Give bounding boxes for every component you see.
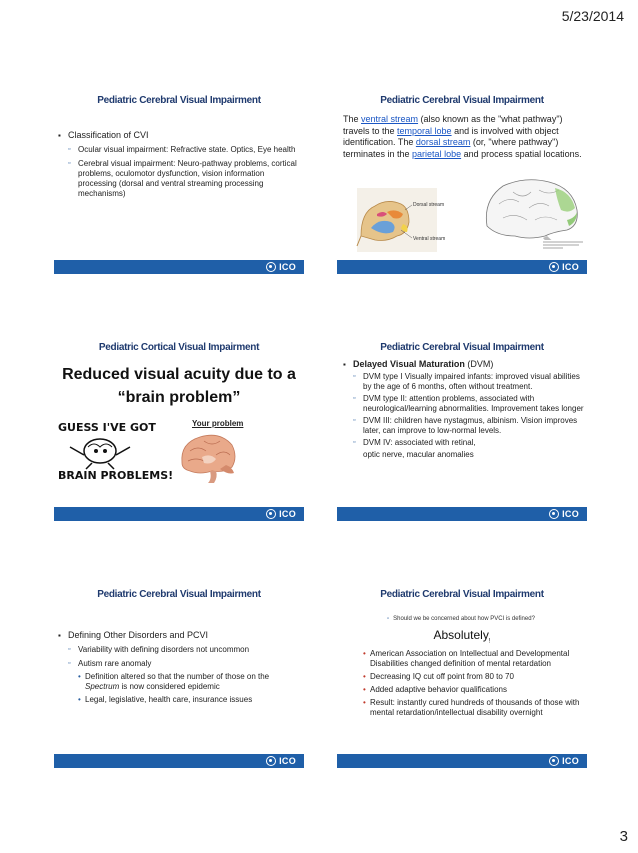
logo-text: ICO	[562, 262, 579, 272]
slide-3	[54, 331, 304, 521]
bullet: ▪ Defining Other Disorders and PCVI	[58, 630, 300, 641]
logo-mark-icon	[266, 509, 276, 519]
mark: !	[488, 638, 491, 645]
sub-bullet: ▫ Ocular visual impairment: Refractive state. Optics, Eye health	[68, 145, 298, 155]
page-number: 3	[619, 828, 628, 845]
sub-sub-bullet	[78, 672, 300, 692]
slide-title: Pediatric Cerebral Visual Impairment	[380, 342, 544, 353]
headline	[54, 363, 304, 409]
temporal-lobe-link[interactable]: temporal lobe	[397, 125, 452, 136]
headline-line-2: “brain problem”	[117, 389, 241, 406]
text: is now considered epidemic	[119, 682, 220, 691]
ico-logo	[549, 509, 579, 519]
sub-bullet: ▫ DVM type I Visually impaired infants: improved visual abilities by the age of 6 months, often without treatment.	[353, 372, 585, 392]
slide-footer	[54, 754, 304, 768]
slide-footer	[54, 507, 304, 521]
list-item: • Result: instantly cured hundreds of thousands of those with mental retardation/intellectual disability overnight	[363, 698, 585, 718]
slide-body	[58, 130, 298, 199]
text: Definition altered so that the number of those on the	[85, 672, 270, 681]
sub-bullet: ▫ Variability with defining disorders not uncommon	[68, 645, 300, 655]
sub-bullet: ▫ Autism rare anomaly	[68, 659, 300, 669]
dorsal-label: Dorsal stream	[413, 202, 445, 208]
ventral-stream-link[interactable]: ventral stream	[361, 114, 419, 124]
bullet: ▪ Classification of CVI	[58, 130, 298, 141]
sub-sub-bullet: • Legal, legislative, health care, insurance issues	[78, 695, 300, 705]
dorsal-ventral-brain-figure	[357, 188, 446, 252]
sub-bullet: ▫ DVM III: children have nystagmus, albinism. Vision improves later, can improve to low-normal levels.	[353, 416, 585, 436]
logo-mark-icon	[266, 262, 276, 272]
question-text: ▫ Should we be concerned about how PVCI is defined?	[387, 616, 535, 622]
logo-text: ICO	[279, 262, 296, 272]
slide-footer	[337, 754, 587, 768]
slide-footer	[54, 260, 304, 274]
emphasis: Spectrum	[85, 682, 120, 691]
lateral-brain-diagram	[479, 174, 585, 252]
list-item: • Decreasing IQ cut off point from 80 to 70	[363, 672, 585, 682]
text: and process spatial locations.	[461, 148, 582, 159]
sub-bullet: ▫ DVM IV: associated with retinal,	[353, 438, 585, 448]
cartoon-caption-1: GUESS I'VE GOT	[58, 421, 156, 434]
your-problem-label: Your problem	[192, 419, 244, 428]
slide-2	[337, 84, 587, 274]
sub-bullet: ▫ DVM type II: attention problems, associated with neurological/learning abnormalities. Improvement takes longer	[353, 394, 585, 414]
bullet-bold: Delayed Visual Maturation	[353, 359, 465, 369]
stream-paragraph	[343, 114, 585, 160]
dorsal-stream-link[interactable]: dorsal stream	[415, 137, 471, 147]
slide-title: Pediatric Cortical Visual Impairment	[98, 342, 260, 353]
ico-logo	[549, 262, 579, 272]
slide-6	[337, 578, 587, 768]
slide-title: Pediatric Cerebral Visual Impairment	[380, 95, 544, 106]
brain-cross-section-image	[176, 429, 240, 485]
bullet	[343, 359, 585, 370]
slide-1	[54, 84, 304, 274]
text: (or, "where pathway") terminates in the	[343, 137, 559, 159]
ico-logo	[266, 756, 296, 766]
parietal-lobe-link[interactable]: parietal lobe	[412, 148, 462, 159]
logo-text: ICO	[279, 756, 296, 766]
list-item: • Added adaptive behavior qualifications	[363, 685, 585, 695]
text: Absolutely	[433, 628, 489, 642]
brain-problems-cartoon	[58, 417, 174, 483]
slide-body	[341, 646, 585, 718]
slide-5	[54, 578, 304, 768]
slide-body	[58, 630, 300, 705]
sub-bullet: ▫ Cerebral visual impairment: Neuro-pathway problems, cortical problems, oculomotor dysfunction, vision information processing (dorsal and ventral streaming processing mechanisms)	[68, 159, 298, 199]
logo-mark-icon	[549, 509, 559, 519]
slide-title: Pediatric Cerebral Visual Impairment	[97, 589, 261, 600]
logo-text: ICO	[279, 509, 296, 519]
continuation-line: optic nerve, macular anomalies	[363, 450, 474, 459]
bullet-rest: (DVM)	[464, 359, 494, 369]
logo-mark-icon	[549, 262, 559, 272]
list-item: • American Association on Intellectual and Developmental Disabilities changed definition of mental retardation	[363, 649, 585, 669]
slide-title: Pediatric Cerebral Visual Impairment	[380, 589, 544, 600]
logo-mark-icon	[266, 756, 276, 766]
ico-logo	[266, 509, 296, 519]
slide-footer	[337, 260, 587, 274]
logo-text: ICO	[562, 756, 579, 766]
page-date: 5/23/2014	[561, 8, 624, 24]
headline-line-1: Reduced visual acuity due to a	[62, 366, 296, 383]
logo-mark-icon	[549, 756, 559, 766]
ventral-label: Ventral stream	[413, 236, 446, 242]
cartoon-caption-2: BRAIN PROBLEMS!	[58, 469, 174, 482]
slide-title: Pediatric Cerebral Visual Impairment	[97, 95, 261, 106]
ico-logo	[549, 756, 579, 766]
absolutely-heading	[337, 628, 587, 644]
text: (also known as the "what pathway") travels to the	[343, 114, 563, 136]
slide-4	[337, 331, 587, 521]
slide-footer	[337, 507, 587, 521]
ico-logo	[266, 262, 296, 272]
logo-text: ICO	[562, 509, 579, 519]
slide-body	[343, 359, 585, 460]
text: and is involved with object identification. The	[343, 125, 559, 147]
text: The	[343, 114, 362, 124]
